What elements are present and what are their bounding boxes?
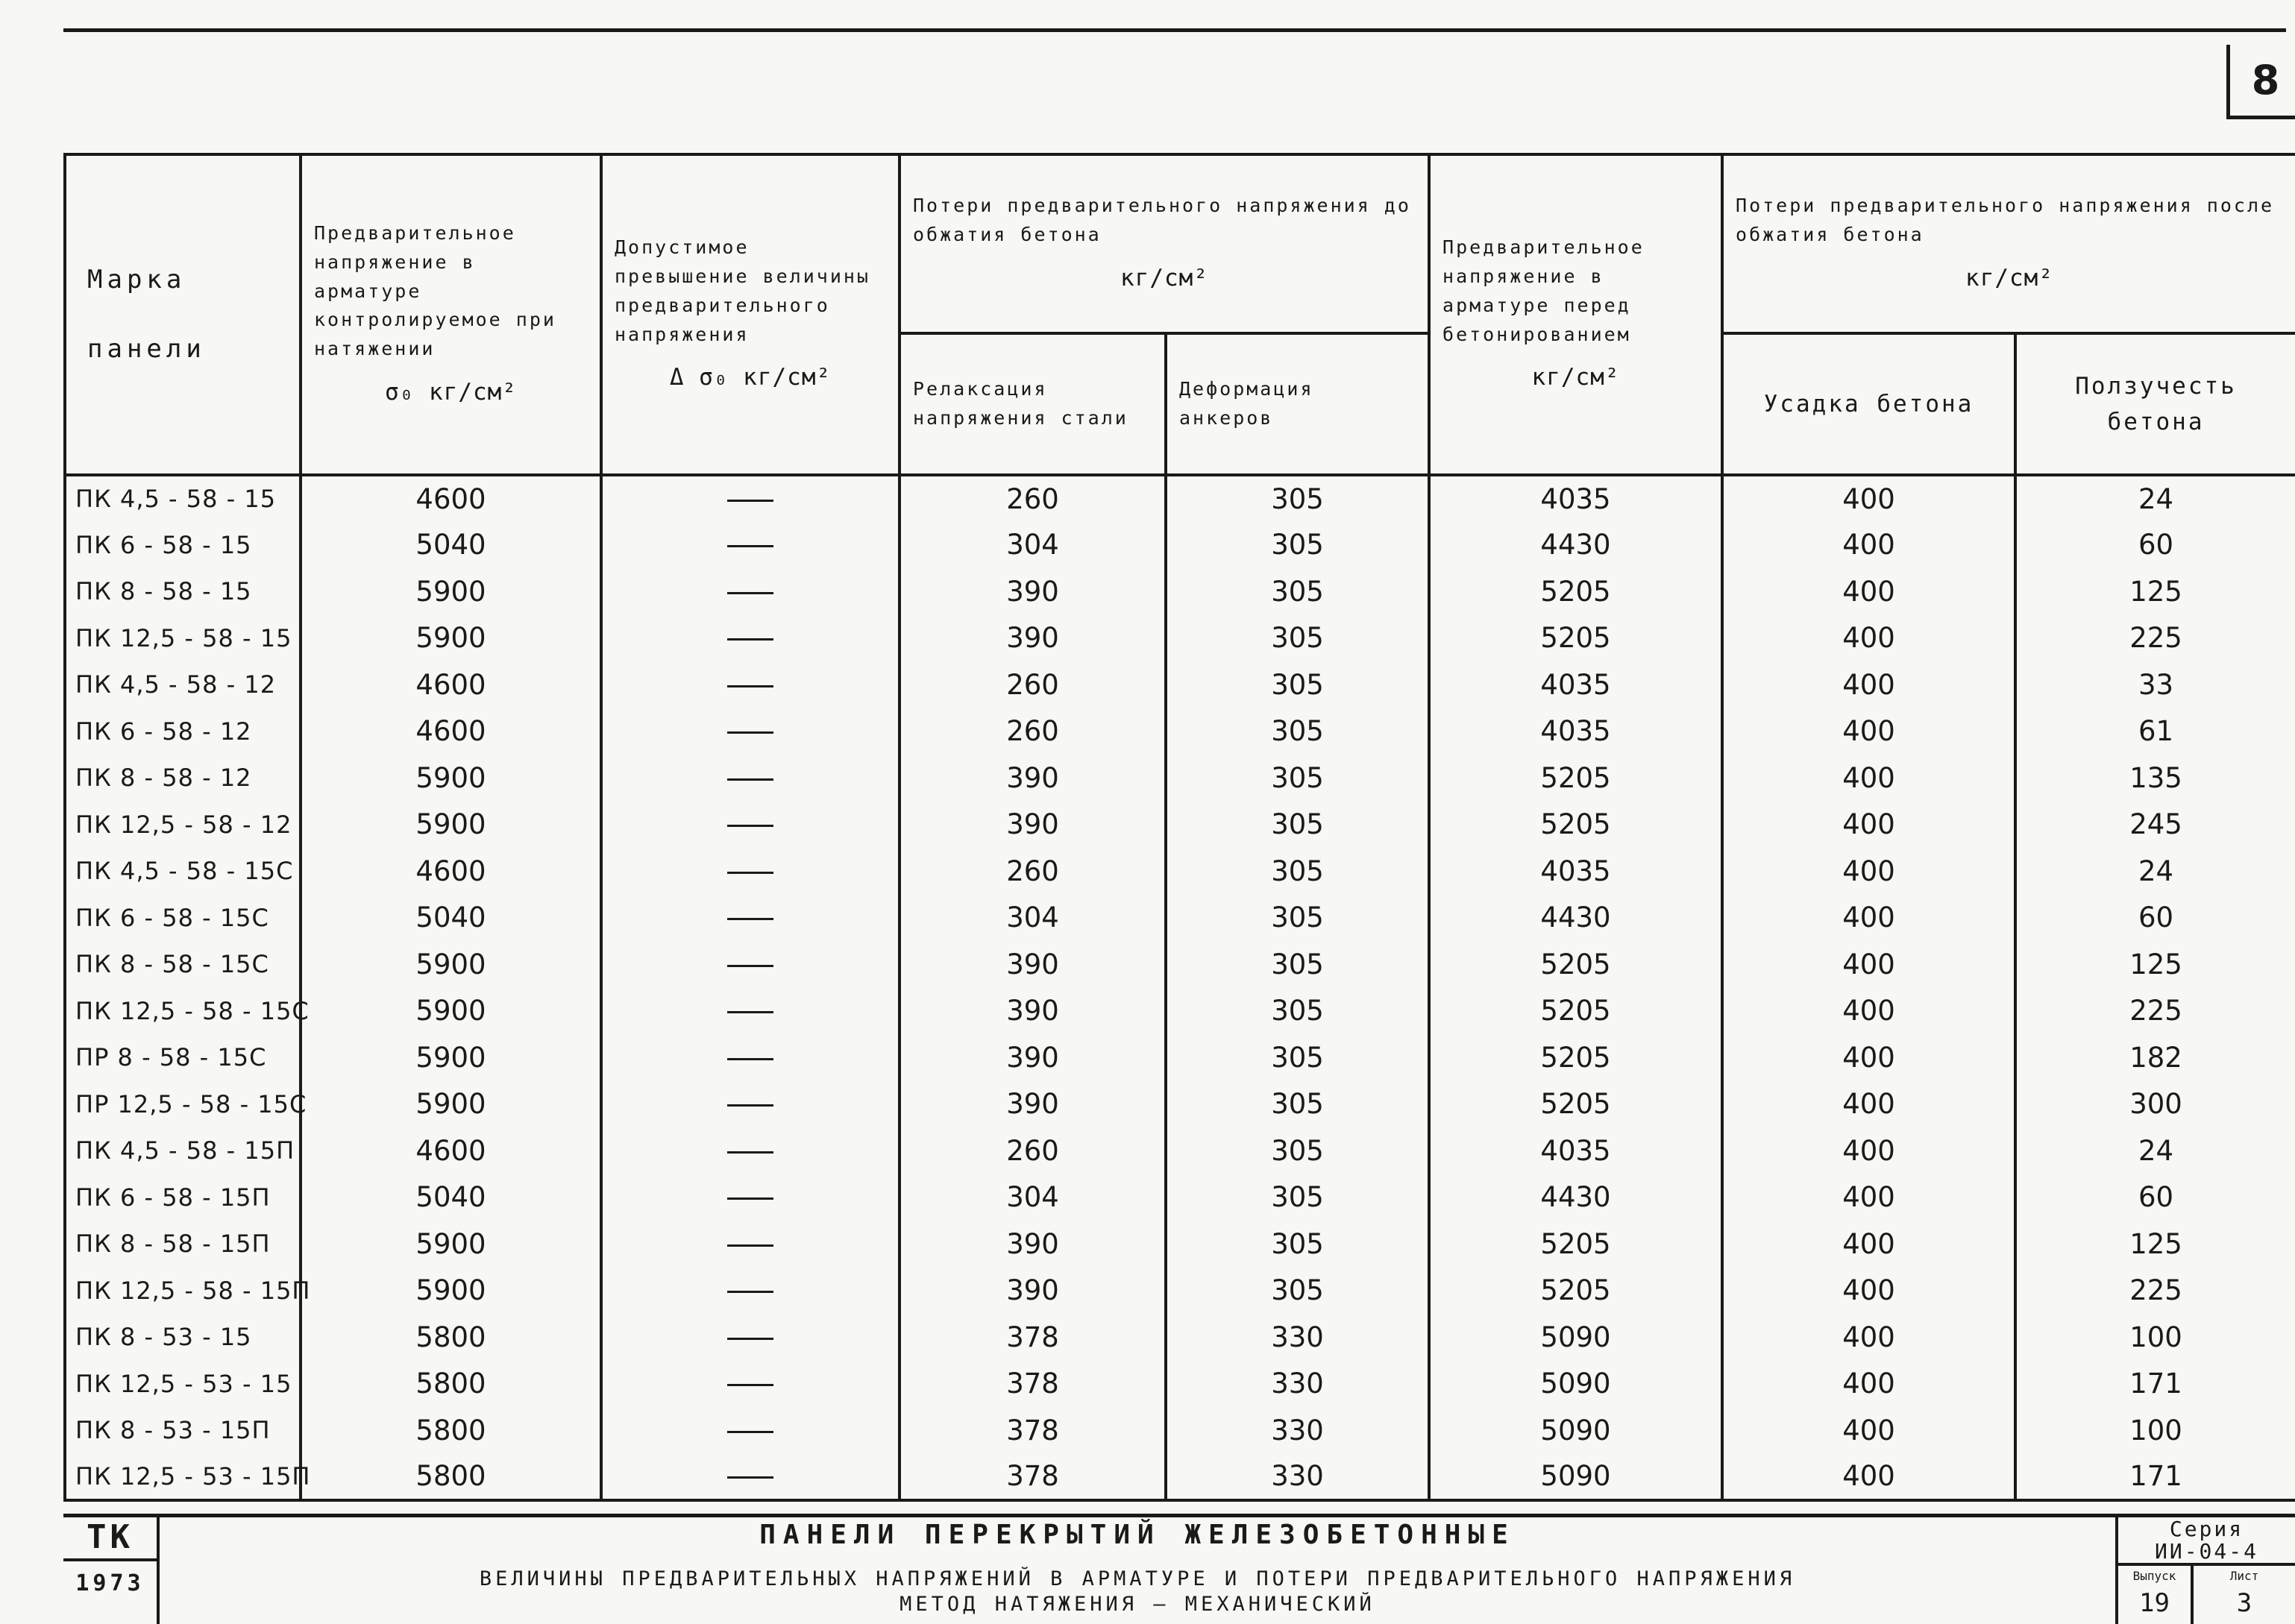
cell-relaxation: 390	[900, 802, 1166, 849]
cell-mark: ПК 6 - 58 - 12	[65, 708, 301, 755]
table-row	[65, 895, 2295, 942]
cell-relaxation: 390	[900, 941, 1166, 988]
cell-creep: 171	[2015, 1454, 2295, 1501]
table-row	[65, 1081, 2295, 1128]
cell-creep: 60	[2015, 522, 2295, 569]
header-before-concreting-text: Предварительное напряжение в арматуре перед бетонированием	[1442, 236, 1645, 345]
table-row	[65, 1127, 2295, 1174]
table-row	[65, 615, 2295, 662]
cell-allowed-excess	[601, 1174, 900, 1221]
cell-relaxation: 378	[900, 1407, 1166, 1454]
cell-mark: ПК 6 - 58 - 15П	[65, 1174, 301, 1221]
cell-before-concreting: 5205	[1429, 1081, 1722, 1128]
cell-anchor-deformation: 330	[1166, 1454, 1429, 1501]
cell-allowed-excess	[601, 1221, 900, 1268]
cell-before-concreting: 5205	[1429, 941, 1722, 988]
cell-allowed-excess	[601, 1268, 900, 1315]
cell-relaxation: 390	[900, 1081, 1166, 1128]
header-relaxation: Релаксация напряжения стали	[900, 333, 1166, 475]
cell-before-concreting: 4430	[1429, 522, 1722, 569]
cell-mark: ПК 4,5 - 58 - 15С	[65, 848, 301, 895]
cell-anchor-deformation: 305	[1166, 708, 1429, 755]
cell-control-stress: 5040	[301, 895, 601, 942]
cell-mark: ПК 6 - 58 - 15	[65, 522, 301, 569]
cell-before-concreting: 4430	[1429, 895, 1722, 942]
stamp-series-label: Серия	[2169, 1517, 2244, 1541]
header-before-concreting	[1429, 154, 1722, 475]
header-control-stress-text: Предварительное напряжение в арматуре контролируемое при натяжении	[314, 222, 556, 360]
cell-shrinkage: 400	[1722, 1081, 2015, 1128]
cell-control-stress: 4600	[301, 708, 601, 755]
cell-before-concreting: 4430	[1429, 1174, 1722, 1221]
cell-shrinkage: 400	[1722, 895, 2015, 942]
cell-allowed-excess	[601, 1081, 900, 1128]
header-shrinkage: Усадка бетона	[1722, 333, 2015, 475]
table-row	[65, 988, 2295, 1035]
cell-mark: ПК 12,5 - 58 - 15С	[65, 988, 301, 1035]
table-row	[65, 708, 2295, 755]
cell-allowed-excess	[601, 522, 900, 569]
cell-control-stress: 4600	[301, 1127, 601, 1174]
cell-creep: 125	[2015, 568, 2295, 615]
cell-shrinkage: 400	[1722, 1314, 2015, 1361]
cell-shrinkage: 400	[1722, 988, 2015, 1035]
cell-shrinkage: 400	[1722, 1034, 2015, 1081]
cell-shrinkage: 400	[1722, 522, 2015, 569]
cell-allowed-excess	[601, 475, 900, 522]
header-allowed-excess-text: Допустимое превышение величины предварительного напряжения	[615, 236, 870, 345]
header-anchor-deformation: Деформация анкеров	[1166, 333, 1429, 475]
cell-mark: ПК 4,5 - 58 - 12	[65, 661, 301, 708]
page-number: 8	[2226, 45, 2295, 119]
cell-allowed-excess	[601, 1314, 900, 1361]
cell-relaxation: 378	[900, 1314, 1166, 1361]
cell-creep: 225	[2015, 988, 2295, 1035]
table-row	[65, 1221, 2295, 1268]
cell-before-concreting: 5205	[1429, 1268, 1722, 1315]
cell-creep: 300	[2015, 1081, 2295, 1128]
cell-creep: 171	[2015, 1361, 2295, 1408]
cell-control-stress: 5900	[301, 988, 601, 1035]
cell-anchor-deformation: 305	[1166, 615, 1429, 662]
cell-before-concreting: 5205	[1429, 615, 1722, 662]
cell-control-stress: 5900	[301, 941, 601, 988]
cell-relaxation: 390	[900, 568, 1166, 615]
cell-mark: ПК 12,5 - 53 - 15	[65, 1361, 301, 1408]
cell-shrinkage: 400	[1722, 1268, 2015, 1315]
header-losses-before-text: Потери предварительного напряжения до обжатия бетона	[913, 195, 1411, 245]
cell-allowed-excess	[601, 755, 900, 802]
dash-mark	[727, 731, 773, 734]
cell-anchor-deformation: 305	[1166, 1174, 1429, 1221]
dash-mark	[727, 1197, 773, 1200]
cell-shrinkage: 400	[1722, 755, 2015, 802]
header-losses-before-unit: кг/см²	[1120, 264, 1208, 292]
dash-mark	[727, 1338, 773, 1340]
table-row	[65, 848, 2295, 895]
cell-shrinkage: 400	[1722, 802, 2015, 849]
cell-creep: 100	[2015, 1314, 2295, 1361]
header-losses-after	[1722, 154, 2295, 333]
cell-relaxation: 260	[900, 708, 1166, 755]
cell-allowed-excess	[601, 941, 900, 988]
cell-shrinkage: 400	[1722, 1221, 2015, 1268]
cell-anchor-deformation: 305	[1166, 522, 1429, 569]
header-creep: Ползучесть бетона	[2015, 333, 2295, 475]
table-row	[65, 802, 2295, 849]
cell-control-stress: 4600	[301, 475, 601, 522]
cell-allowed-excess	[601, 708, 900, 755]
dash-mark	[727, 545, 773, 547]
cell-shrinkage: 400	[1722, 475, 2015, 522]
header-mark-line2: панели	[87, 334, 206, 364]
cell-relaxation: 260	[900, 848, 1166, 895]
cell-shrinkage: 400	[1722, 1407, 2015, 1454]
cell-allowed-excess	[601, 988, 900, 1035]
cell-control-stress: 5900	[301, 1081, 601, 1128]
dash-mark	[727, 1104, 773, 1107]
cell-control-stress: 5040	[301, 1174, 601, 1221]
cell-anchor-deformation: 305	[1166, 941, 1429, 988]
cell-creep: 125	[2015, 941, 2295, 988]
cell-creep: 182	[2015, 1034, 2295, 1081]
cell-relaxation: 260	[900, 475, 1166, 522]
cell-allowed-excess	[601, 1127, 900, 1174]
table-row	[65, 1034, 2295, 1081]
cell-mark: ПК 8 - 58 - 12	[65, 755, 301, 802]
cell-creep: 100	[2015, 1407, 2295, 1454]
cell-control-stress: 5900	[301, 755, 601, 802]
cell-shrinkage: 400	[1722, 941, 2015, 988]
cell-anchor-deformation: 305	[1166, 988, 1429, 1035]
table-row	[65, 568, 2295, 615]
stamp-series-value: ИИ-04-4	[2154, 1539, 2258, 1564]
cell-creep: 225	[2015, 615, 2295, 662]
header-losses-after-unit: кг/см²	[1965, 264, 2054, 292]
cell-allowed-excess	[601, 1454, 900, 1501]
cell-anchor-deformation: 305	[1166, 755, 1429, 802]
table-row	[65, 1361, 2295, 1408]
cell-control-stress: 5800	[301, 1454, 601, 1501]
dash-mark	[727, 1384, 773, 1386]
cell-anchor-deformation: 305	[1166, 1221, 1429, 1268]
cell-anchor-deformation: 305	[1166, 848, 1429, 895]
cell-before-concreting: 5205	[1429, 988, 1722, 1035]
stamp-issue-value: 19	[2139, 1588, 2170, 1618]
cell-control-stress: 5800	[301, 1361, 601, 1408]
dash-mark	[727, 872, 773, 874]
cell-before-concreting: 5090	[1429, 1314, 1722, 1361]
dash-mark	[727, 778, 773, 781]
cell-before-concreting: 5205	[1429, 1221, 1722, 1268]
cell-allowed-excess	[601, 848, 900, 895]
cell-before-concreting: 5205	[1429, 755, 1722, 802]
cell-control-stress: 4600	[301, 848, 601, 895]
cell-before-concreting: 4035	[1429, 475, 1722, 522]
cell-control-stress: 5900	[301, 568, 601, 615]
table-row	[65, 1454, 2295, 1501]
cell-control-stress: 5900	[301, 1034, 601, 1081]
cell-relaxation: 304	[900, 522, 1166, 569]
dash-mark	[727, 918, 773, 920]
dash-mark	[727, 1291, 773, 1293]
cell-mark: ПК 8 - 58 - 15С	[65, 941, 301, 988]
cell-shrinkage: 400	[1722, 848, 2015, 895]
stamp-title: ПАНЕЛИ ПЕРЕКРЫТИЙ ЖЕЛЕЗОБЕТОННЫЕ	[759, 1520, 1516, 1550]
dash-mark	[727, 825, 773, 827]
dash-mark	[727, 592, 773, 594]
cell-creep: 60	[2015, 895, 2295, 942]
cell-relaxation: 260	[900, 1127, 1166, 1174]
cell-allowed-excess	[601, 615, 900, 662]
prestress-table	[63, 153, 2295, 1502]
cell-creep: 225	[2015, 1268, 2295, 1315]
header-row-1	[65, 154, 2295, 333]
table-row	[65, 1407, 2295, 1454]
cell-allowed-excess	[601, 802, 900, 849]
dash-mark	[727, 1476, 773, 1479]
cell-before-concreting: 4035	[1429, 848, 1722, 895]
cell-relaxation: 390	[900, 988, 1166, 1035]
cell-relaxation: 304	[900, 895, 1166, 942]
cell-anchor-deformation: 305	[1166, 661, 1429, 708]
table-row	[65, 522, 2295, 569]
table-row	[65, 1174, 2295, 1221]
cell-anchor-deformation: 305	[1166, 1127, 1429, 1174]
cell-mark: ПК 12,5 - 53 - 15П	[65, 1454, 301, 1501]
cell-anchor-deformation: 305	[1166, 1034, 1429, 1081]
cell-creep: 33	[2015, 661, 2295, 708]
cell-before-concreting: 5090	[1429, 1361, 1722, 1408]
cell-anchor-deformation: 305	[1166, 1081, 1429, 1128]
header-mark-line1: Марка	[87, 265, 186, 295]
header-losses-after-text: Потери предварительного напряжения после обжатия бетона	[1736, 195, 2275, 245]
stamp-issue-label: Выпуск	[2132, 1569, 2176, 1583]
header-allowed-excess	[601, 154, 900, 475]
cell-mark: ПК 8 - 58 - 15	[65, 568, 301, 615]
cell-relaxation: 390	[900, 1268, 1166, 1315]
cell-shrinkage: 400	[1722, 708, 2015, 755]
cell-anchor-deformation: 330	[1166, 1314, 1429, 1361]
cell-creep: 24	[2015, 848, 2295, 895]
cell-relaxation: 390	[900, 755, 1166, 802]
cell-control-stress: 5800	[301, 1407, 601, 1454]
header-before-concreting-unit: кг/см²	[1531, 364, 1620, 391]
table-row	[65, 1314, 2295, 1361]
cell-creep: 135	[2015, 755, 2295, 802]
cell-mark: ПК 12,5 - 58 - 15	[65, 615, 301, 662]
cell-before-concreting: 5090	[1429, 1454, 1722, 1501]
cell-relaxation: 260	[900, 661, 1166, 708]
cell-control-stress: 4600	[301, 661, 601, 708]
dash-mark	[727, 1431, 773, 1433]
cell-allowed-excess	[601, 661, 900, 708]
cell-relaxation: 304	[900, 1174, 1166, 1221]
cell-creep: 60	[2015, 1174, 2295, 1221]
dash-mark	[727, 1244, 773, 1247]
stamp-sheet-label: Лист	[2229, 1569, 2259, 1583]
dash-mark	[727, 1058, 773, 1060]
header-control-stress	[301, 154, 601, 475]
stamp-year: 1973	[75, 1570, 145, 1596]
cell-before-concreting: 4035	[1429, 1127, 1722, 1174]
dash-mark	[727, 500, 773, 502]
cell-creep: 24	[2015, 1127, 2295, 1174]
cell-anchor-deformation: 330	[1166, 1361, 1429, 1408]
cell-anchor-deformation: 305	[1166, 895, 1429, 942]
cell-shrinkage: 400	[1722, 661, 2015, 708]
cell-mark: ПР 8 - 58 - 15С	[65, 1034, 301, 1081]
cell-before-concreting: 5205	[1429, 568, 1722, 615]
dash-mark	[727, 965, 773, 967]
cell-before-concreting: 5090	[1429, 1407, 1722, 1454]
cell-creep: 61	[2015, 708, 2295, 755]
cell-mark: ПК 8 - 53 - 15	[65, 1314, 301, 1361]
cell-shrinkage: 400	[1722, 615, 2015, 662]
dash-mark	[727, 638, 773, 641]
dash-mark	[727, 1011, 773, 1013]
cell-mark: ПК 6 - 58 - 15С	[65, 895, 301, 942]
cell-mark: ПК 4,5 - 58 - 15	[65, 475, 301, 522]
cell-shrinkage: 400	[1722, 1454, 2015, 1501]
cell-relaxation: 390	[900, 1221, 1166, 1268]
cell-relaxation: 390	[900, 615, 1166, 662]
cell-relaxation: 378	[900, 1361, 1166, 1408]
dash-mark	[727, 685, 773, 687]
cell-control-stress: 5900	[301, 1268, 601, 1315]
cell-anchor-deformation: 330	[1166, 1407, 1429, 1454]
stamp-subtitle-2: МЕТОД НАТЯЖЕНИЯ — МЕХАНИЧЕСКИЙ	[900, 1593, 1375, 1616]
cell-mark: ПК 4,5 - 58 - 15П	[65, 1127, 301, 1174]
cell-shrinkage: 400	[1722, 1127, 2015, 1174]
header-losses-before	[900, 154, 1429, 333]
cell-shrinkage: 400	[1722, 568, 2015, 615]
cell-creep: 125	[2015, 1221, 2295, 1268]
cell-mark: ПК 8 - 58 - 15П	[65, 1221, 301, 1268]
stamp-subtitle-1: ВЕЛИЧИНЫ ПРЕДВАРИТЕЛЬНЫХ НАПРЯЖЕНИЙ В АРМАТУРЕ И ПОТЕРИ ПРЕДВАРИТЕЛЬНОГО НАПРЯЖЕНИЯ	[479, 1567, 1796, 1590]
cell-control-stress: 5900	[301, 1221, 601, 1268]
cell-control-stress: 5900	[301, 802, 601, 849]
cell-allowed-excess	[601, 1034, 900, 1081]
cell-shrinkage: 400	[1722, 1361, 2015, 1408]
cell-mark: ПР 12,5 - 58 - 15С	[65, 1081, 301, 1128]
title-block	[63, 1514, 2295, 1624]
stamp-org: ТК	[87, 1518, 134, 1556]
header-allowed-excess-unit: Δ σ₀ кг/см²	[669, 364, 832, 391]
header-control-stress-unit: σ₀ кг/см²	[385, 378, 517, 406]
cell-mark: ПК 12,5 - 58 - 12	[65, 802, 301, 849]
top-border-line	[63, 28, 2286, 32]
cell-control-stress: 5800	[301, 1314, 601, 1361]
cell-allowed-excess	[601, 895, 900, 942]
cell-relaxation: 378	[900, 1454, 1166, 1501]
table-row	[65, 475, 2295, 522]
cell-before-concreting: 4035	[1429, 708, 1722, 755]
table-row	[65, 755, 2295, 802]
table-row	[65, 1268, 2295, 1315]
dash-mark	[727, 1151, 773, 1154]
cell-allowed-excess	[601, 1407, 900, 1454]
cell-allowed-excess	[601, 568, 900, 615]
cell-anchor-deformation: 305	[1166, 568, 1429, 615]
table-row	[65, 661, 2295, 708]
table-row	[65, 941, 2295, 988]
cell-anchor-deformation: 305	[1166, 1268, 1429, 1315]
cell-before-concreting: 5205	[1429, 1034, 1722, 1081]
cell-shrinkage: 400	[1722, 1174, 2015, 1221]
cell-creep: 24	[2015, 475, 2295, 522]
cell-mark: ПК 12,5 - 58 - 15П	[65, 1268, 301, 1315]
cell-before-concreting: 4035	[1429, 661, 1722, 708]
cell-control-stress: 5040	[301, 522, 601, 569]
cell-anchor-deformation: 305	[1166, 802, 1429, 849]
cell-mark: ПК 8 - 53 - 15П	[65, 1407, 301, 1454]
header-mark	[65, 154, 301, 475]
stamp-sheet-value: 3	[2236, 1588, 2252, 1618]
cell-before-concreting: 5205	[1429, 802, 1722, 849]
cell-anchor-deformation: 305	[1166, 475, 1429, 522]
cell-relaxation: 390	[900, 1034, 1166, 1081]
cell-allowed-excess	[601, 1361, 900, 1408]
cell-control-stress: 5900	[301, 615, 601, 662]
cell-creep: 245	[2015, 802, 2295, 849]
